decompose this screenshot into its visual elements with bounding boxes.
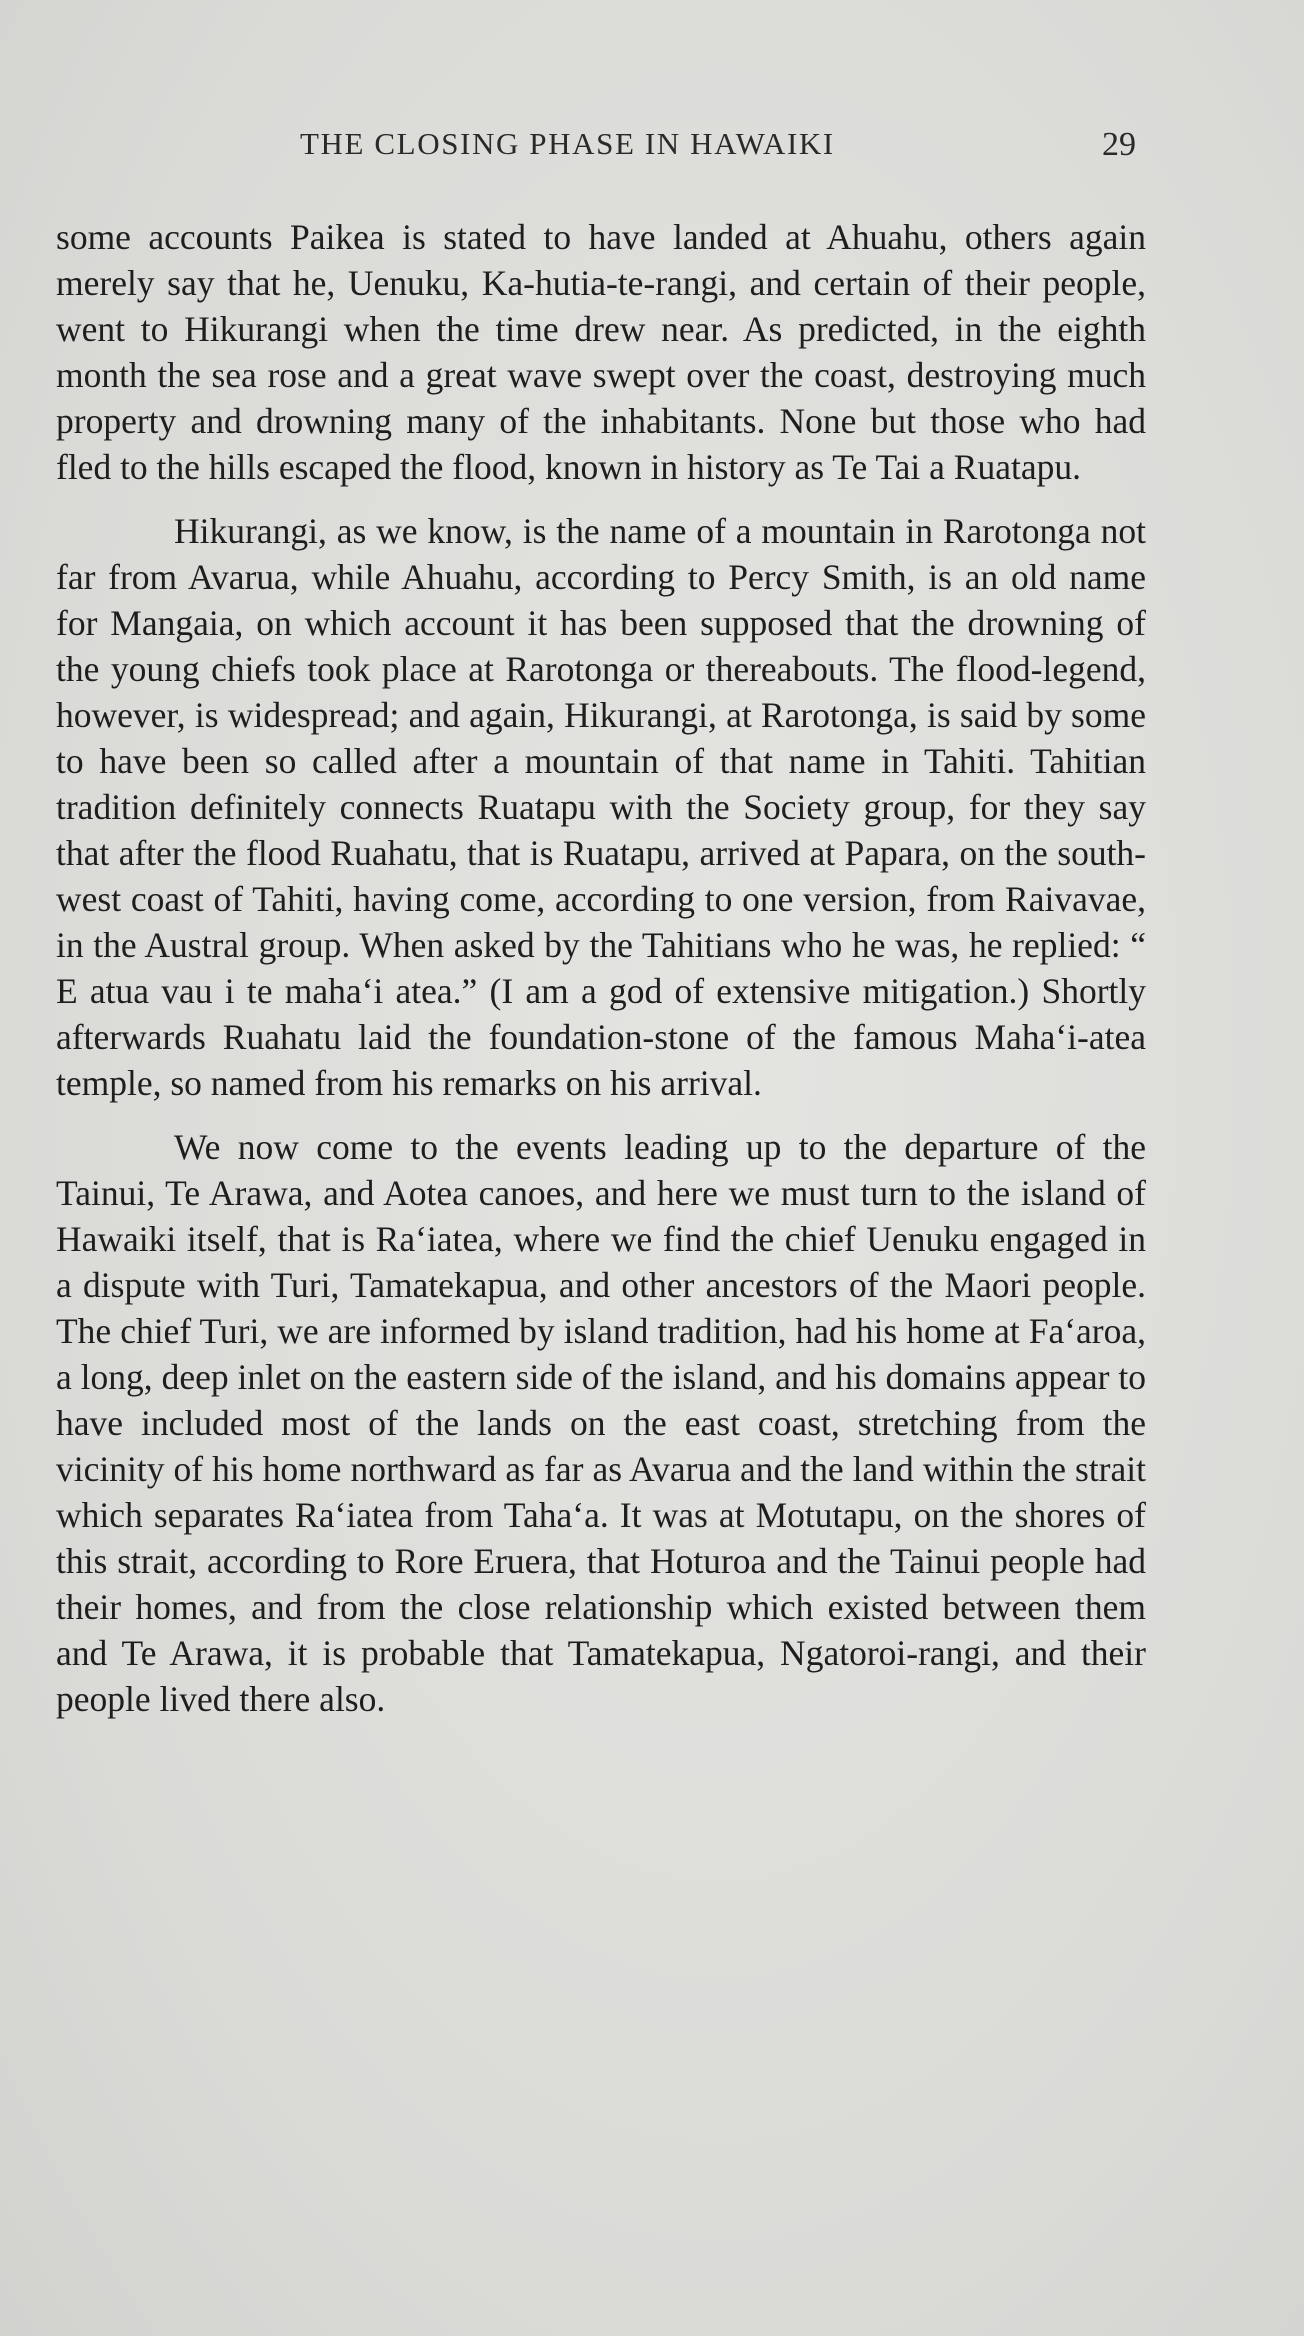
paragraph-hikurangi: Hikurangi, as we know, is the name of a mountain in Rarotonga not far from Avarua, while Ahuahu, according to Percy Smith, is an old name for Mangaia, on which account it has been supposed that the drowning of the young chiefs took place at Rarotonga or thereabouts. The flood-legend, however, is widespread; and again, Hikurangi, at Rarotonga, is said by some to have been so called after a mountain of that name in Tahiti. Tahitian tradition definitely connects Ruatapu with the Society group, for they say that after the flood Ruahatu, that is Ruatapu, arrived at Papara, on the south-west coast of Tahiti, having come, according to one version, from Raivavae, in the Austral group. When asked by the Tahitians who he was, he replied: “ E atua vau i te maha‘i atea.” (I am a god of extensive mitigation.) Shortly afterwards Ruahatu laid the foundation-stone of the famous Maha‘i-atea temple, so named from his remarks on his arrival. — [56, 511, 1146, 1103]
paragraph-departure: We now come to the events leading up to the departure of the Tainui, Te Arawa, and Aotea canoes, and here we must turn to the island of Hawaiki itself, that is Ra‘iatea, where we find the chief Uenuku engaged in a dispute with Turi, Tamatekapua, and other ancestors of the Maori people. The chief Turi, we are informed by island tradition, had his home at Fa‘aroa, a long, deep inlet on the eastern side of the island, and his domains appear to have included most of the lands on the east coast, stretching from the vicinity of his home northward as far as Avarua and the land within the strait which separates Ra‘iatea from Taha‘a. It was at Motutapu, on the shores of this strait, according to Rore Eruera, that Hoturoa and the Tainui people had their homes, and from the close relationship which existed between them and Te Arawa, it is probable that Tamatekapua, Ngatoroi-rangi, and their people lived there also. — [56, 1127, 1146, 1719]
page-number: 29 — [1102, 126, 1136, 163]
paragraph-continued: some accounts Paikea is stated to have landed at Ahuahu, others again merely say that he, Uenuku, Ka-hutia-te-rangi, and certain of their people, went to Hikurangi when the time drew near. As predicted, in the eighth month the sea rose and a great wave swept over the coast, destroying much property and drowning many of the inhabitants. None but those who had fled to the hills escaped the flood, known in history as Te Tai a Ruatapu. — [56, 217, 1146, 487]
body-text — [56, 214, 1146, 1740]
running-head: THE CLOSING PHASE IN HAWAIKI — [300, 126, 835, 161]
